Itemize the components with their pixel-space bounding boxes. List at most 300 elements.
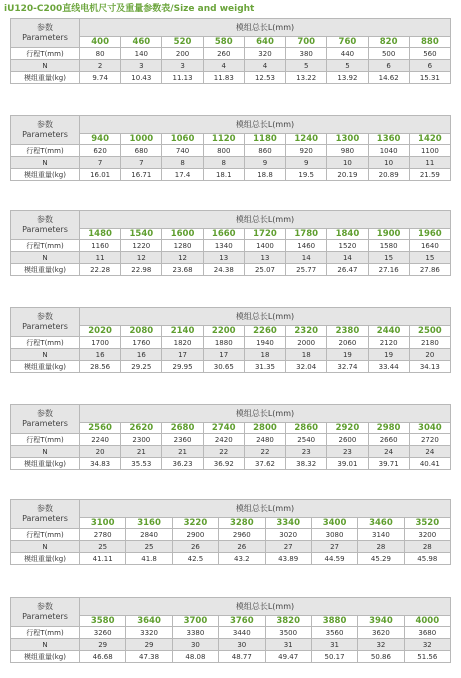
weight-row-label: 模组重量(kg)	[11, 264, 80, 276]
n-cell: 12	[121, 252, 162, 264]
weight-cell: 18.8	[244, 169, 285, 181]
stroke-cell: 920	[286, 145, 327, 157]
n-cell: 28	[404, 541, 450, 553]
weight-row-label: 模组重量(kg)	[11, 361, 80, 373]
weight-cell: 15.31	[409, 72, 450, 84]
n-cell: 18	[244, 349, 285, 361]
weight-row	[11, 458, 451, 470]
length-cell: 1300	[327, 134, 368, 145]
n-cell: 17	[203, 349, 244, 361]
length-cell: 2380	[327, 326, 368, 337]
n-cell: 13	[203, 252, 244, 264]
weight-cell: 29.25	[121, 361, 162, 373]
n-cell: 30	[172, 639, 218, 651]
length-cell: 2740	[203, 423, 244, 434]
length-cell: 3820	[265, 616, 311, 627]
n-cell: 4	[203, 60, 244, 72]
n-cell: 10	[327, 157, 368, 169]
n-cell: 20	[80, 446, 121, 458]
n-cell: 11	[409, 157, 450, 169]
weight-cell: 22.28	[80, 264, 121, 276]
weight-cell: 44.59	[311, 553, 357, 565]
stroke-cell: 3440	[219, 627, 265, 639]
parameters-header-en: Parameters	[22, 130, 68, 139]
n-cell: 27	[311, 541, 357, 553]
parameters-header-en: Parameters	[22, 322, 68, 331]
stroke-cell: 3260	[80, 627, 126, 639]
length-cell: 760	[327, 37, 368, 48]
weight-cell: 25.77	[286, 264, 327, 276]
length-cell: 3520	[404, 518, 450, 529]
weight-row	[11, 651, 451, 663]
stroke-row	[11, 337, 451, 349]
n-cell: 30	[219, 639, 265, 651]
stroke-cell: 2720	[409, 434, 450, 446]
length-cell: 1480	[80, 229, 121, 240]
weight-cell: 51.56	[404, 651, 450, 663]
n-row	[11, 446, 451, 458]
length-cell: 3760	[219, 616, 265, 627]
n-cell: 15	[409, 252, 450, 264]
n-row-label: N	[11, 157, 80, 169]
length-cell: 3700	[172, 616, 218, 627]
n-row-label: N	[11, 60, 80, 72]
weight-cell: 25.07	[244, 264, 285, 276]
parameters-header-en: Parameters	[22, 514, 68, 523]
weight-cell: 26.47	[327, 264, 368, 276]
weight-row-label: 模组重量(kg)	[11, 169, 80, 181]
stroke-row	[11, 529, 451, 541]
weight-cell: 16.71	[121, 169, 162, 181]
parameters-header-cn: 参数	[37, 312, 53, 321]
parameters-header	[11, 116, 80, 145]
n-row	[11, 349, 451, 361]
weight-cell: 42.5	[172, 553, 218, 565]
length-cell: 940	[80, 134, 121, 145]
n-cell: 8	[162, 157, 203, 169]
n-row	[11, 541, 451, 553]
stroke-cell: 2780	[80, 529, 126, 541]
n-cell: 31	[265, 639, 311, 651]
weight-cell: 11.13	[162, 72, 203, 84]
table-header-row	[11, 405, 451, 423]
n-cell: 20	[409, 349, 450, 361]
length-cell: 2560	[80, 423, 121, 434]
stroke-cell: 260	[203, 48, 244, 60]
weight-cell: 35.53	[121, 458, 162, 470]
weight-cell: 36.23	[162, 458, 203, 470]
stroke-cell: 440	[327, 48, 368, 60]
n-cell: 23	[286, 446, 327, 458]
stroke-cell: 2420	[203, 434, 244, 446]
n-cell: 8	[203, 157, 244, 169]
parameters-header	[11, 308, 80, 337]
weight-cell: 33.44	[368, 361, 409, 373]
n-cell: 13	[244, 252, 285, 264]
length-cell: 3940	[358, 616, 404, 627]
weight-cell: 11.83	[203, 72, 244, 84]
weight-cell: 41.8	[126, 553, 172, 565]
stroke-cell: 3620	[358, 627, 404, 639]
weight-cell: 20.89	[368, 169, 409, 181]
weight-cell: 23.68	[162, 264, 203, 276]
length-cell: 3160	[126, 518, 172, 529]
length-cell: 880	[409, 37, 450, 48]
n-cell: 22	[244, 446, 285, 458]
stroke-cell: 1880	[203, 337, 244, 349]
total-length-header: 模组总长L(mm)	[80, 598, 451, 616]
total-length-header: 模组总长L(mm)	[80, 405, 451, 423]
stroke-cell: 2240	[80, 434, 121, 446]
n-cell: 25	[80, 541, 126, 553]
stroke-cell: 1040	[368, 145, 409, 157]
stroke-cell: 2840	[126, 529, 172, 541]
n-cell: 10	[368, 157, 409, 169]
parameters-header-en: Parameters	[22, 225, 68, 234]
length-cell: 460	[121, 37, 162, 48]
stroke-cell: 2300	[121, 434, 162, 446]
stroke-cell: 2060	[327, 337, 368, 349]
length-cell: 1360	[368, 134, 409, 145]
weight-cell: 19.5	[286, 169, 327, 181]
weight-cell: 24.38	[203, 264, 244, 276]
stroke-cell: 2180	[409, 337, 450, 349]
length-cell: 3100	[80, 518, 126, 529]
total-length-header: 模组总长L(mm)	[80, 211, 451, 229]
weight-row	[11, 361, 451, 373]
parameters-header-en: Parameters	[22, 612, 68, 621]
stroke-cell: 2900	[172, 529, 218, 541]
weight-cell: 28.56	[80, 361, 121, 373]
length-cell: 3040	[409, 423, 450, 434]
n-row	[11, 639, 451, 651]
length-cell: 1420	[409, 134, 450, 145]
length-cell: 2680	[162, 423, 203, 434]
weight-row	[11, 553, 451, 565]
n-cell: 23	[327, 446, 368, 458]
n-cell: 27	[265, 541, 311, 553]
n-cell: 7	[121, 157, 162, 169]
n-cell: 5	[286, 60, 327, 72]
weight-cell: 43.89	[265, 553, 311, 565]
parameters-header	[11, 211, 80, 240]
stroke-cell: 1160	[80, 240, 121, 252]
stroke-row-label: 行程T(mm)	[11, 434, 80, 446]
stroke-row	[11, 434, 451, 446]
weight-cell: 43.2	[219, 553, 265, 565]
total-length-header: 模组总长L(mm)	[80, 116, 451, 134]
length-cell: 3640	[126, 616, 172, 627]
size-table	[10, 307, 451, 373]
length-cell: 1720	[244, 229, 285, 240]
length-cell: 820	[368, 37, 409, 48]
weight-cell: 16.01	[80, 169, 121, 181]
stroke-cell: 1400	[244, 240, 285, 252]
length-cell: 1900	[368, 229, 409, 240]
length-cell: 400	[80, 37, 121, 48]
n-cell: 3	[121, 60, 162, 72]
stroke-cell: 200	[162, 48, 203, 60]
n-row	[11, 157, 451, 169]
parameters-header	[11, 598, 80, 627]
n-cell: 29	[126, 639, 172, 651]
length-cell: 2140	[162, 326, 203, 337]
weight-cell: 22.98	[121, 264, 162, 276]
length-cell: 4000	[404, 616, 450, 627]
weight-cell: 50.17	[311, 651, 357, 663]
weight-cell: 32.04	[286, 361, 327, 373]
stroke-cell: 560	[409, 48, 450, 60]
stroke-cell: 2120	[368, 337, 409, 349]
stroke-cell: 1460	[286, 240, 327, 252]
stroke-cell: 380	[286, 48, 327, 60]
weight-cell: 49.47	[265, 651, 311, 663]
stroke-cell: 1820	[162, 337, 203, 349]
stroke-cell: 3020	[265, 529, 311, 541]
stroke-cell: 1520	[327, 240, 368, 252]
length-cell: 1660	[203, 229, 244, 240]
parameters-header	[11, 19, 80, 48]
n-row-label: N	[11, 639, 80, 651]
weight-cell: 46.68	[80, 651, 126, 663]
n-cell: 6	[368, 60, 409, 72]
total-length-header: 模组总长L(mm)	[80, 308, 451, 326]
table-header-row	[11, 308, 451, 326]
weight-cell: 31.35	[244, 361, 285, 373]
size-table	[10, 210, 451, 276]
parameters-header-cn: 参数	[37, 409, 53, 418]
weight-row-label: 模组重量(kg)	[11, 651, 80, 663]
length-cell: 2860	[286, 423, 327, 434]
size-table	[10, 499, 451, 565]
stroke-cell: 1700	[80, 337, 121, 349]
weight-cell: 13.22	[286, 72, 327, 84]
stroke-cell: 3080	[311, 529, 357, 541]
n-cell: 3	[162, 60, 203, 72]
n-cell: 21	[162, 446, 203, 458]
weight-cell: 18.1	[203, 169, 244, 181]
length-cell: 1600	[162, 229, 203, 240]
parameters-header	[11, 405, 80, 434]
length-cell: 3280	[219, 518, 265, 529]
n-cell: 11	[80, 252, 121, 264]
size-table	[10, 18, 451, 84]
page-title: iU120-C200直线电机尺寸及重量参数表/Size and weight	[4, 4, 255, 14]
n-cell: 5	[327, 60, 368, 72]
weight-row-label: 模组重量(kg)	[11, 458, 80, 470]
table-header-row	[11, 500, 451, 518]
stroke-cell: 320	[244, 48, 285, 60]
length-cell: 3880	[311, 616, 357, 627]
length-cell: 1120	[203, 134, 244, 145]
n-cell: 22	[203, 446, 244, 458]
length-cell: 1180	[244, 134, 285, 145]
weight-cell: 13.92	[327, 72, 368, 84]
stroke-cell: 620	[80, 145, 121, 157]
length-cell: 2320	[286, 326, 327, 337]
stroke-cell: 3320	[126, 627, 172, 639]
n-row-label: N	[11, 349, 80, 361]
stroke-row	[11, 145, 451, 157]
parameters-header-cn: 参数	[37, 23, 53, 32]
stroke-cell: 2960	[219, 529, 265, 541]
stroke-cell: 3380	[172, 627, 218, 639]
stroke-row	[11, 627, 451, 639]
weight-cell: 39.71	[368, 458, 409, 470]
stroke-cell: 2600	[327, 434, 368, 446]
size-table	[10, 404, 451, 470]
length-cell: 1960	[409, 229, 450, 240]
stroke-cell: 140	[121, 48, 162, 60]
n-cell: 14	[286, 252, 327, 264]
stroke-cell: 1580	[368, 240, 409, 252]
weight-cell: 30.65	[203, 361, 244, 373]
parameters-header-cn: 参数	[37, 504, 53, 513]
weight-row-label: 模组重量(kg)	[11, 72, 80, 84]
stroke-cell: 500	[368, 48, 409, 60]
stroke-row-label: 行程T(mm)	[11, 240, 80, 252]
stroke-cell: 800	[203, 145, 244, 157]
stroke-cell: 1220	[121, 240, 162, 252]
weight-row	[11, 169, 451, 181]
table-header-row	[11, 598, 451, 616]
stroke-cell: 860	[244, 145, 285, 157]
stroke-cell: 1640	[409, 240, 450, 252]
length-cell: 3220	[172, 518, 218, 529]
n-row-label: N	[11, 252, 80, 264]
weight-cell: 32.74	[327, 361, 368, 373]
length-cell: 2260	[244, 326, 285, 337]
stroke-row-label: 行程T(mm)	[11, 337, 80, 349]
size-table	[10, 115, 451, 181]
weight-cell: 47.38	[126, 651, 172, 663]
stroke-cell: 1340	[203, 240, 244, 252]
n-cell: 2	[80, 60, 121, 72]
stroke-cell: 1100	[409, 145, 450, 157]
length-cell: 2980	[368, 423, 409, 434]
stroke-cell: 2000	[286, 337, 327, 349]
stroke-row-label: 行程T(mm)	[11, 48, 80, 60]
parameters-header	[11, 500, 80, 529]
weight-cell: 29.95	[162, 361, 203, 373]
n-cell: 21	[121, 446, 162, 458]
stroke-row-label: 行程T(mm)	[11, 145, 80, 157]
weight-cell: 45.98	[404, 553, 450, 565]
n-row-label: N	[11, 541, 80, 553]
parameters-header-en: Parameters	[22, 33, 68, 42]
weight-cell: 39.01	[327, 458, 368, 470]
stroke-cell: 980	[327, 145, 368, 157]
n-cell: 7	[80, 157, 121, 169]
n-row	[11, 60, 451, 72]
weight-row	[11, 264, 451, 276]
stroke-cell: 3500	[265, 627, 311, 639]
length-cell: 1000	[121, 134, 162, 145]
weight-cell: 10.43	[121, 72, 162, 84]
n-cell: 17	[162, 349, 203, 361]
n-cell: 15	[368, 252, 409, 264]
weight-cell: 9.74	[80, 72, 121, 84]
n-cell: 16	[121, 349, 162, 361]
weight-cell: 17.4	[162, 169, 203, 181]
n-row-label: N	[11, 446, 80, 458]
length-cell: 2620	[121, 423, 162, 434]
weight-cell: 45.29	[358, 553, 404, 565]
length-cell: 2500	[409, 326, 450, 337]
table-header-row	[11, 116, 451, 134]
n-cell: 19	[327, 349, 368, 361]
n-cell: 24	[368, 446, 409, 458]
length-cell: 3340	[265, 518, 311, 529]
weight-row-label: 模组重量(kg)	[11, 553, 80, 565]
weight-cell: 14.62	[368, 72, 409, 84]
stroke-row	[11, 240, 451, 252]
weight-cell: 40.41	[409, 458, 450, 470]
weight-cell: 41.11	[80, 553, 126, 565]
parameters-header-en: Parameters	[22, 419, 68, 428]
n-cell: 26	[172, 541, 218, 553]
size-table	[10, 597, 451, 663]
weight-cell: 48.77	[219, 651, 265, 663]
length-cell: 2920	[327, 423, 368, 434]
stroke-cell: 740	[162, 145, 203, 157]
n-cell: 9	[244, 157, 285, 169]
n-cell: 16	[80, 349, 121, 361]
stroke-cell: 680	[121, 145, 162, 157]
n-cell: 26	[219, 541, 265, 553]
stroke-cell: 1940	[244, 337, 285, 349]
length-cell: 580	[203, 37, 244, 48]
stroke-cell: 1280	[162, 240, 203, 252]
stroke-cell: 2480	[244, 434, 285, 446]
stroke-cell: 3560	[311, 627, 357, 639]
length-cell: 2020	[80, 326, 121, 337]
n-cell: 12	[162, 252, 203, 264]
length-cell: 1540	[121, 229, 162, 240]
weight-cell: 37.62	[244, 458, 285, 470]
n-cell: 18	[286, 349, 327, 361]
length-cell: 3460	[358, 518, 404, 529]
weight-cell: 50.86	[358, 651, 404, 663]
length-cell: 1780	[286, 229, 327, 240]
stroke-cell: 3680	[404, 627, 450, 639]
n-cell: 24	[409, 446, 450, 458]
stroke-row-label: 行程T(mm)	[11, 627, 80, 639]
length-cell: 700	[286, 37, 327, 48]
n-cell: 19	[368, 349, 409, 361]
length-cell: 2080	[121, 326, 162, 337]
parameters-header-cn: 参数	[37, 215, 53, 224]
length-cell: 2800	[244, 423, 285, 434]
n-row	[11, 252, 451, 264]
weight-row	[11, 72, 451, 84]
n-cell: 9	[286, 157, 327, 169]
n-cell: 31	[311, 639, 357, 651]
length-cell: 3400	[311, 518, 357, 529]
n-cell: 6	[409, 60, 450, 72]
weight-cell: 20.19	[327, 169, 368, 181]
length-cell: 2200	[203, 326, 244, 337]
weight-cell: 27.86	[409, 264, 450, 276]
weight-cell: 36.92	[203, 458, 244, 470]
weight-cell: 38.32	[286, 458, 327, 470]
n-cell: 29	[80, 639, 126, 651]
weight-cell: 48.08	[172, 651, 218, 663]
total-length-header: 模组总长L(mm)	[80, 500, 451, 518]
stroke-cell: 80	[80, 48, 121, 60]
stroke-cell: 3140	[358, 529, 404, 541]
weight-cell: 34.83	[80, 458, 121, 470]
